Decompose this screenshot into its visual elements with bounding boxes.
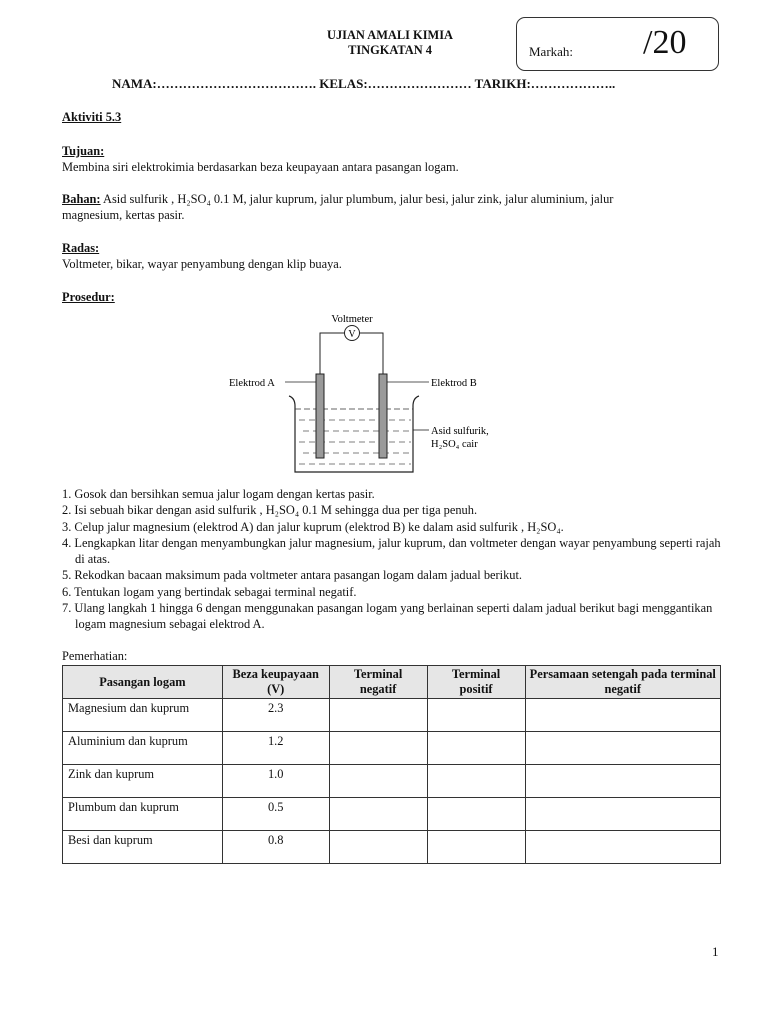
table-row [63,699,721,732]
negative-terminal-cell[interactable] [329,765,427,798]
step-item: 1. Gosok dan bersihkan semua jalur logam dengan kertas pasir. [62,487,375,501]
electrode-a [316,374,324,458]
materials-block [62,192,722,223]
pair-cell: Zink dan kuprum [63,765,223,798]
step-item: 3. Celup jalur magnesium (elektrod A) dan jalur kuprum (elektrod B) ke dalam asid sulfurik , H₂SO₄. [62,519,564,534]
marks-total: /20 [643,24,687,61]
pair-cell: Aluminium dan kuprum [63,732,223,765]
wire-right [360,333,384,374]
voltage-cell: 0.8 [222,831,329,864]
voltmeter-symbol: V [348,329,356,340]
step-item: 5. Rekodkan bacaan maksimum pada voltmeter antara pasangan logam dalam jadual berikut. [62,568,523,583]
aim-text: Membina siri elektrokimia berdasarkan beza keupayaan antara pasangan logam. [62,160,459,174]
half-equation-cell[interactable] [525,831,720,864]
voltage-cell: 1.2 [222,732,329,765]
col-header-negative: Terminal negatif [329,666,427,699]
pair-cell: Plumbum dan kuprum [63,798,223,831]
page-number: 1 [712,944,719,959]
negative-terminal-cell[interactable] [329,732,427,765]
voltmeter-label: Voltmeter [331,314,373,325]
col-header-equation: Persamaan setengah pada terminal negatif [525,666,720,699]
positive-terminal-cell[interactable] [427,699,525,732]
positive-terminal-cell[interactable] [427,732,525,765]
step-item: 7. Ulang langkah 1 hingga 6 dengan menggunakan pasangan logam yang berlainan seperti dalam jadual berikut bagi menggantikan logam magnesium sebagai elektrod A. [62,601,713,632]
table-row [63,831,721,864]
table-header-row [63,666,721,699]
marks-label: Markah: [529,44,574,59]
form-level: TINGKATAN 4 [348,43,432,57]
negative-terminal-cell[interactable] [329,699,427,732]
step-item: 6. Tentukan logam yang bertindak sebagai terminal negatif. [62,584,357,599]
table-row [63,732,721,765]
apparatus-diagram [225,308,505,480]
exam-title: UJIAN AMALI KIMIA [327,28,453,42]
negative-terminal-cell[interactable] [329,798,427,831]
apparatus-text: Voltmeter, bikar, wayar penyambung dengan klip buaya. [62,257,342,271]
apparatus-heading: Radas: [62,241,100,255]
pair-cell: Magnesium dan kuprum [63,699,223,732]
negative-terminal-cell[interactable] [329,831,427,864]
electrode-a-label: Elektrod A [229,378,275,389]
step-item: 4. Lengkapkan litar dengan menyambungkan jalur magnesium, jalur kuprum, dan voltmeter dengan wayar penyambung seperti rajah di atas. [62,535,721,567]
half-equation-cell[interactable] [525,798,720,831]
col-header-positive: Terminal positif [427,666,525,699]
pair-cell: Besi dan kuprum [63,831,223,864]
voltage-cell: 2.3 [222,699,329,732]
col-header-voltage: Beza keupayaan (V) [222,666,329,699]
procedure-heading: Prosedur: [62,290,115,304]
electrode-b [379,374,387,458]
materials-text: Asid sulfurik , H₂SO₄ 0.1 M, jalur kuprum, jalur plumbum, jalur besi, jalur zink, jalur aluminium, jalur [100,192,614,206]
voltage-cell: 1.0 [222,765,329,798]
electrode-b-label: Elektrod B [431,378,477,389]
observation-table [62,665,721,864]
table-row [63,765,721,798]
marks-box [516,17,719,71]
half-equation-cell[interactable] [525,765,720,798]
step-item: 2. Isi sebuah bikar dengan asid sulfurik , H₂SO₄ 0.1 M sehingga dua per tiga penuh. [62,503,478,518]
beaker [289,396,419,472]
positive-terminal-cell[interactable] [427,798,525,831]
positive-terminal-cell[interactable] [427,831,525,864]
table-row [63,798,721,831]
procedure-steps [62,486,722,633]
materials-text-cont: magnesium, kertas pasir. [62,207,185,222]
half-equation-cell[interactable] [525,699,720,732]
acid-label-formula: H₂SO₄ cair [431,439,478,450]
col-header-pair: Pasangan logam [63,666,223,699]
positive-terminal-cell[interactable] [427,765,525,798]
acid-label: Asid sulfurik, [431,426,489,437]
voltage-cell: 0.5 [222,798,329,831]
aim-heading: Tujuan: [62,144,105,158]
half-equation-cell[interactable] [525,732,720,765]
student-info-line: NAMA:………………………………. KELAS:…………………… TARIKH:……………….. [112,76,616,91]
wire-left [320,333,345,374]
activity-title: Aktiviti 5.3 [62,110,122,124]
observation-heading: Pemerhatian: [62,649,128,663]
materials-heading: Bahan: [62,192,101,206]
